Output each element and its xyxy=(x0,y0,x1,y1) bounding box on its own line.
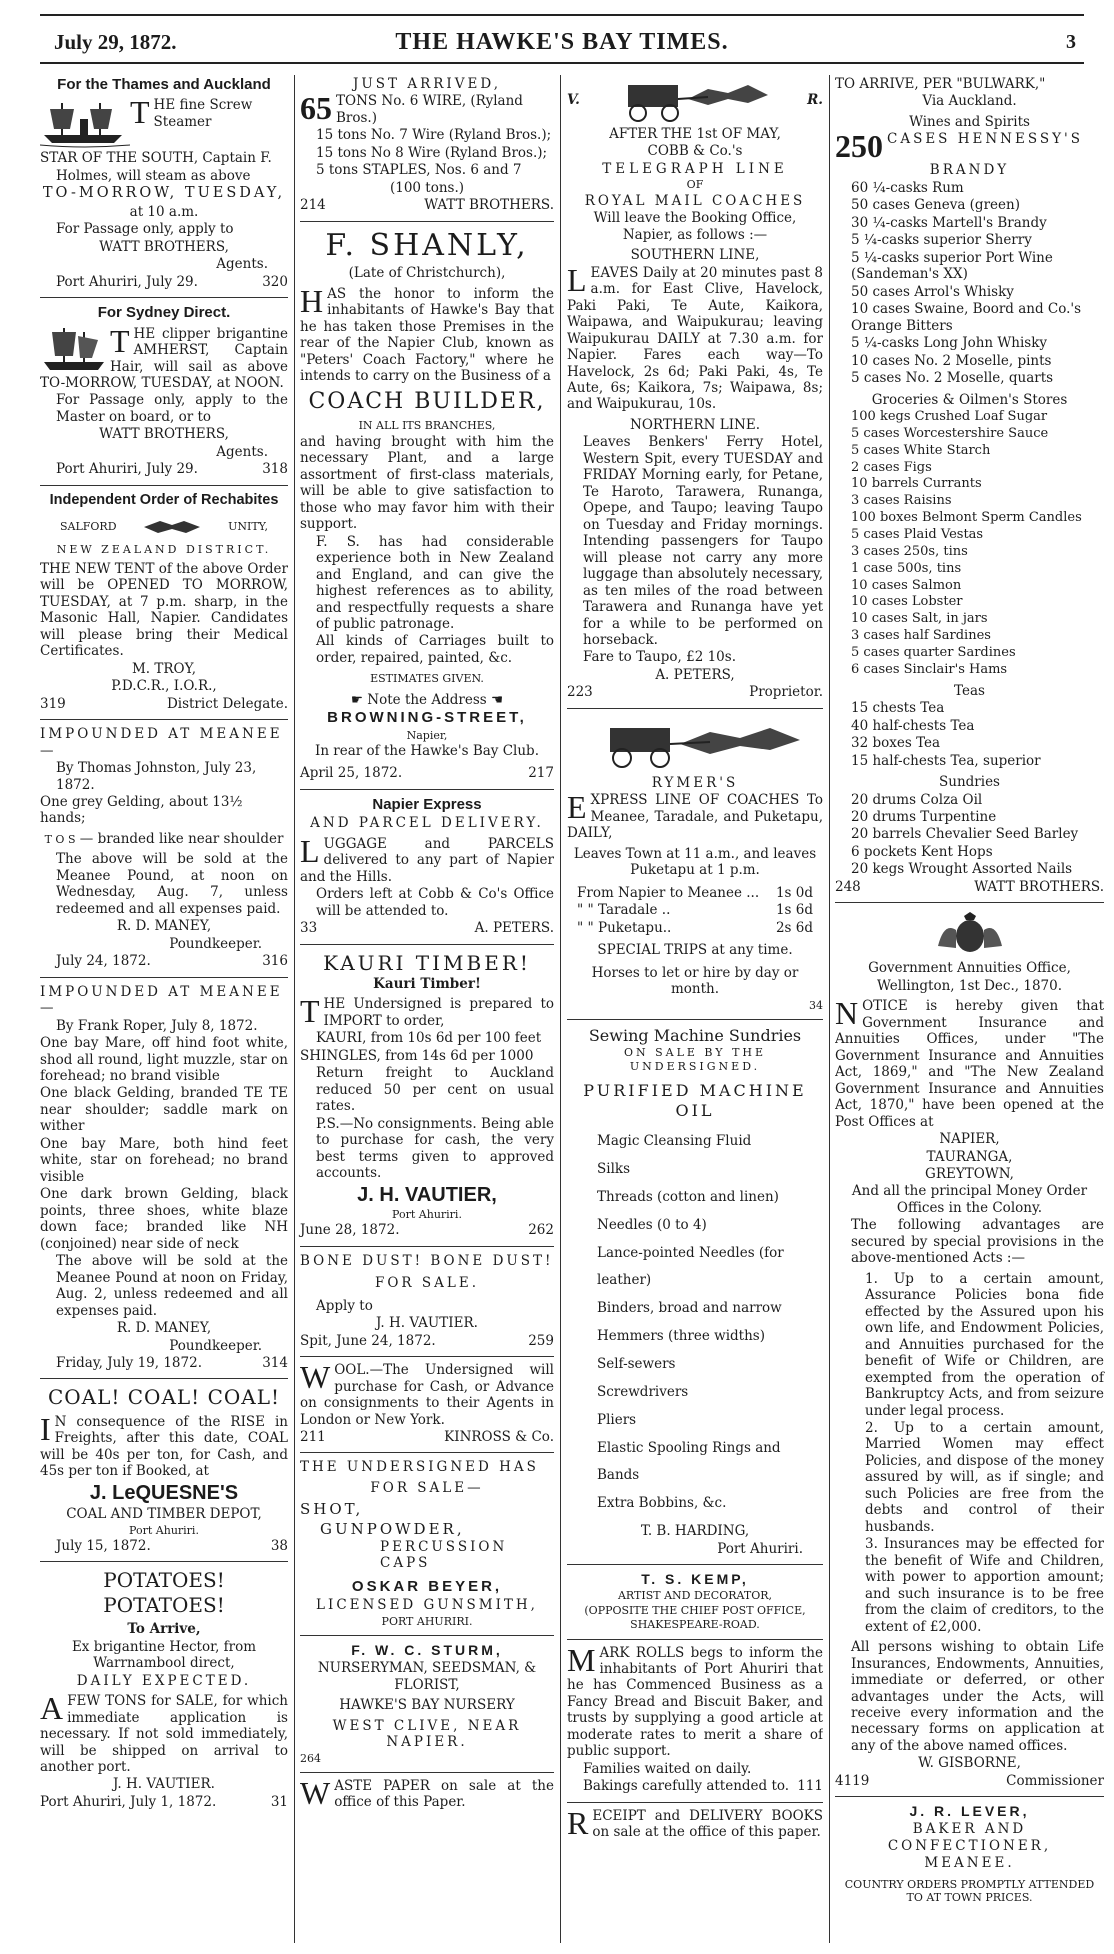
ad-lever-baker: J. R. LEVER, BAKER AND CONFECTIONER, MEANEE. COUNTRY ORDERS PROMPTLY ATTENDED TO AT TOWN PRICES. xyxy=(844,1803,1095,1905)
newspaper-title: THE HAWKE'S BAY TIMES. xyxy=(395,29,729,55)
column-2 xyxy=(296,75,558,1943)
ad-thames-steamer: For the Thames and Auckland T HE fine Screw Steamer STAR OF THE SOUTH, Captain F. Holmes, will steam as above TO-MORROW, TUESDAY, at 10 a.m. For Passage only, apply to WATT BROTHERS, Agents. Port Ahuriri, July 29. 320 xyxy=(40,76,288,298)
ad-sydney-brigantine: For Sydney Direct. T HE clipper brigantine AMHERST, Captain Hair, will sail as above TO-MORROW, TUESDAY, at NOON. For Passage only, apply to the Master on board, or to WATT BROTHERS, Agents. Port Ahuriri, July 29. 318 xyxy=(40,298,288,486)
masthead-rule xyxy=(40,62,1084,64)
ad-shanly: F. SHANLY, (Late of Christchurch), HAS the honor to inform the inhabitants of Hawke's Bay that he has taken those Premises in the rear of the Napier Club, known as "Peters' Coach Factory," where he intends to carry on the Business of a COACH BUILDER, IN ALL ITS BRANCHES, and having brought with him the necessary Plant, and a large assortment of first-class materials, will be able to give satisfaction to those who may favor him with their support. F. S. has had considerable experience both in New Zealand and England, and can give the highest references as to ability, and respectfully requests a share of public patronage. All kinds of Carriages built to order, repaired, painted, &c. ESTIMATES GIVEN. ☛ Note the Address ☚ BROWNING-STREET, Napier, In rear of the Hawke's Bay Club. April 25, 1872. 217 xyxy=(300,222,554,790)
ad-impounded-2: IMPOUNDED AT MEANEE— By Frank Roper, July 8, 1872. One bay Mare, off hind foot white, shod all round, light muzzle, star on forehead; no brand visible One black Gelding, branded TE TE near shoulder; saddle mark on wither One bay Mare, both hind feet white, star on forehead; no brand visible One dark brown Gelding, black points, three shoes, white blaze down face; branded like NH (conjoined) near side of neck The above will be sold at the Meanee Pound at noon on Friday, Aug. 2, unless redeemed and all expenses paid. R. D. MANEY, Poundkeeper. Friday, July 19, 1872. 314 xyxy=(40,978,288,1380)
column-rule xyxy=(829,75,830,1943)
column-1 xyxy=(36,75,292,1943)
masthead xyxy=(40,28,1084,56)
royal-coat-of-arms-icon xyxy=(930,912,1010,956)
column-4 xyxy=(831,75,1114,1943)
coach-and-horses-icon xyxy=(570,714,820,774)
issue-date: July 29, 1872. xyxy=(54,30,177,54)
handshake-icon xyxy=(142,515,202,537)
ad-cobb-coaches: V. R. AFTER THE 1st OF MAY, COBB & Co.'s TELEGRAPH LINE OF ROYAL MAIL COACHES Will leave the Booking Office, Napier, as follows :— SOUTHERN LINE, LEAVES Daily at 20 minutes past 8 a.m. for East Clive, Havelock, Paki Paki, Te Aute, Kaikora, Waipawa, and Waipukurau; leaving Waipukurau DAILY at 7.30 a.m. for Napier. Fares each way—To Havelock, 2s 6d; Paki Paki, 4s, Te Aute, 6s; Kaikora, 7s; Waipawa, 8s; and Waipukurau, 10s. NORTHERN LINE. Leaves Benkers' Ferry Hotel, Western Spit, every TUESDAY and FRIDAY Morning early, for Petane, Te Haroto, Tarawera, Runanga, Opepe, and Taupo; leaving Taupo on Tuesday and Friday mornings. Intending passengers for Taupo will please not carry any more luggage than absolutely necessary, as ten miles of the road between Tarawera and Runanga have yet for a while to be performed on horseback. Fare to Taupo, £2 10s. A. PETERS, 223 Proprietor. xyxy=(567,75,823,709)
ad-heading: For the Thames and Auckland xyxy=(57,76,271,93)
stagecoach-icon xyxy=(608,75,778,125)
ad-coal: COAL! COAL! COAL! I N consequence of the RISE in Freights, after this date, COAL will be 40s per ton, for Cash, and 45s per ton if Booked, at J. LeQUESNE'S COAL AND TIMBER DEPOT, Port Ahuriri. July 15, 1872. 38 xyxy=(40,1379,288,1562)
ad-wire: JUST ARRIVED, 65 TONS No. 6 WIRE, (Ryland Bros.) 15 tons No. 7 Wire (Ryland Bros.); 15 tons No 8 Wire (Ryland Bros.); 5 tons STAPLES, Nos. 6 and 7 (100 tons.) 214 WATT BROTHERS. xyxy=(300,76,554,222)
ad-impounded-1: IMPOUNDED AT MEANEE— By Thomas Johnston, July 23, 1872. One grey Gelding, about 13½ hands; T O S — branded like near shoulder The above will be sold at the Meanee Pound, at noon on Wednesday, Aug. 7, unless redeemed and all expenses paid. R. D. MANEY, Poundkeeper. July 24, 1872. 316 xyxy=(40,720,288,978)
ad-kemp: T. S. KEMP, ARTIST AND DECORATOR, (OPPOSITE THE CHIEF POST OFFICE, SHAKESPEARE-ROAD. xyxy=(567,1565,823,1639)
ad-bulwark-cargo: TO ARRIVE, PER "BULWARK," Via Auckland. Wines and Spirits 250 CASES HENNESSY'S BRANDY 60 ¼-casks Rum 50 cases Geneva (green) 30 ¼-casks Martell's Brandy 5 ¼-casks superior Sherry 5 ¼-casks superior Port Wine (Sandeman's XX) 50 cases Arrol's Whisky 10 cases Swaine, Boord and Co.'s Orange Bitters 5 ¼-casks Long John Whisky 10 cases No. 2 Moselle, pints 5 cases No. 2 Moselle, quarts Groceries & Oilmen's Stores 100 kegs Crushed Loaf Sugar 5 cases Worcestershire Sauce 5 cases White Starch 2 cases Figs 10 barrels Currants 3 cases Raisins 100 boxes Belmont Sperm Candles 5 cases Plaid Vestas 3 cases 250s, tins 1 case 500s, tins 10 cases Salmon 10 cases Lobster 10 cases Salt, in jars 3 cases half Sardines 5 cases quarter Sardines 6 cases Sinclair's Hams Teas 15 chests Tea 40 half-chests Tea 32 boxes Tea 15 half-chests Tea, superior Sundries 20 drums Colza Oil 20 drums Turpentine 20 barrels Chevalier Seed Barley 6 pockets Kent Hops 20 kegs Wrought Assorted Nails 248 WATT BROTHERS. xyxy=(835,76,1104,903)
ad-sturm-nursery: F. W. C. STURM, NURSERYMAN, SEEDSMAN, & FLORIST, HAWKE'S BAY NURSERY WEST CLIVE, NEAR NAPIER. 264 xyxy=(300,1636,554,1773)
ad-sewing-machine-sundries: Sewing Machine Sundries ON SALE BY THE UNDERSIGNED. PURIFIED MACHINE OIL Magic Cleansing Fluid Silks Threads (cotton and linen) Needles (0 to 4) Lance-pointed Needles (for leather) Binders, broad and narrow Hemmers (three widths) Self-sewers Screwdrivers Pliers Elastic Spooling Rings and Bands Extra Bobbins, &c. T. B. HARDING, Port Ahuriri. xyxy=(567,1020,823,1565)
ad-kauri-timber: KAURI TIMBER! Kauri Timber! THE Undersigned is prepared to IMPORT to order, KAURI, from 10s 6d per 100 feet SHINGLES, from 14s 6d per 1000 Return freight to Auckland reduced 50 per cent on usual rates. P.S.—No consignments. Being able to purchase for cash, the very best terms given to approved accounts. J. H. VAUTIER, Port Ahuriri. June 28, 1872. 262 xyxy=(300,945,554,1247)
top-rule xyxy=(40,14,1084,16)
column-rule xyxy=(560,75,561,1943)
page-number: 3 xyxy=(1066,31,1076,53)
ad-gunsmith: THE UNDERSIGNED HAS FOR SALE— SHOT, GUNPOWDER, PERCUSSION CAPS OSKAR BEYER, LICENSED GUNSMITH, PORT AHURIRI. xyxy=(300,1453,554,1636)
column-rule xyxy=(294,75,295,1943)
ad-rymers-coaches: RYMER'S EXPRESS LINE OF COACHES To Meanee, Taradale, and Puketapu, DAILY, Leaves Town at 11 a.m., and leaves Puketapu at 1 p.m. From Napier to Meanee ... 1s 0d " " Taradale .. 1s 6d " " Puketapu.. 2s 6d SPECIAL TRIPS at any time. Horses to let or hire by day or month. 34 xyxy=(567,709,823,1020)
ad-mark-rolls: MARK ROLLS begs to inform the inhabitants of Port Ahuriri that he has Commenced Business as a Fancy Bread and Biscuit Baker, and trusts by supplying a good article at moderate rates to merit a share of public support. Families waited on daily. Bakings carefully attended to. 111 xyxy=(567,1640,823,1803)
ad-waste-paper: WASTE PAPER on sale at the office of this Paper. xyxy=(300,1777,554,1811)
ad-napier-express: Napier Express AND PARCEL DELIVERY. LUGGAGE and PARCELS delivered to any part of Napier and the Hills. Orders left at Cobb & Co's Office will be attended to. 33 A. PETERS. xyxy=(300,790,554,945)
ad-bone-dust: BONE DUST! BONE DUST! FOR SALE. Apply to J. H. VAUTIER. Spit, June 24, 1872. 259 xyxy=(300,1247,554,1357)
pointing-hand-icon: ☛ xyxy=(350,691,363,708)
column-3 xyxy=(563,75,827,1943)
ad-government-annuities: Government Annuities Office, Wellington, 1st Dec., 1870. NOTICE is hereby given that Government Insurance and Annuities Offices, under "The Government Insurance and Annuities Act, 1869," and "The New Zealand Government Insurance and Annuities Act, 1870," have been opened at the Post Offices at NAPIER, TAURANGA, GREYTOWN, And all the principal Money Order Offices in the Colony. The following advantages are secured by special provisions in the above-mentioned Acts :— 1. Up to a certain amount, Assurance Policies bona fide effected by the Assured upon his own life, and Endowment Policies, and Annuities purchased for the benefit of Wife or Children, are exempted from the operation of Bankruptcy Acts, and from seizure under legal process. 2. Up to a certain amount, Married Women may effect Policies, and dispose of the money assured by will, as if single; and such Policies are free from the debts and control of their husbands. 3. Insurances may be effected for the benefit of Wife and Children, with power to apportion amount; and such insurance is to be free from the claim of creditors, to the extent of £2,000. All persons wishing to obtain Life Insurances, Endowments, Annuities, immediate or deferred, or other advantages under the Acts, will receive every information and the necessary forms on application at any of the above named offices. W. GISBORNE, 4119 Commissioner xyxy=(835,903,1104,1797)
ad-rechabites: Independent Order of Rechabites SALFORD UNITY, NEW ZEALAND DISTRICT. THE NEW TENT of the above Order will be OPENED TO MORROW, TUESDAY, at 7 p.m. sharp, in the Masonic Hall, Napier. Candidates will please bring their Medical Certificates. M. TROY, P.D.C.R., I.O.R., 319 District Delegate. xyxy=(40,486,288,720)
ad-potatoes: POTATOES! POTATOES! To Arrive, Ex brigantine Hector, from Warrnambool direct, DAILY EXPECTED. AFEW TONS for SALE, for which immediate application is necessary. If not sold immediately, will be shipped on arrival to another port. J. H. VAUTIER. Port Ahuriri, July 1, 1872. 31 xyxy=(40,1568,288,1810)
ad-receipt-books: RECEIPT and DELIVERY BOOKS on sale at the office of this paper. xyxy=(567,1807,823,1841)
steamship-icon xyxy=(40,97,130,149)
pointing-hand-icon: ☚ xyxy=(490,691,504,708)
brigantine-icon xyxy=(40,326,110,374)
ad-wool: WOOL.—The Undersigned will purchase for Cash, or Advance on consignments to their Agents in London or New York. 211 KINROSS & Co. xyxy=(300,1357,554,1453)
brand-mark: T O S xyxy=(44,832,76,846)
